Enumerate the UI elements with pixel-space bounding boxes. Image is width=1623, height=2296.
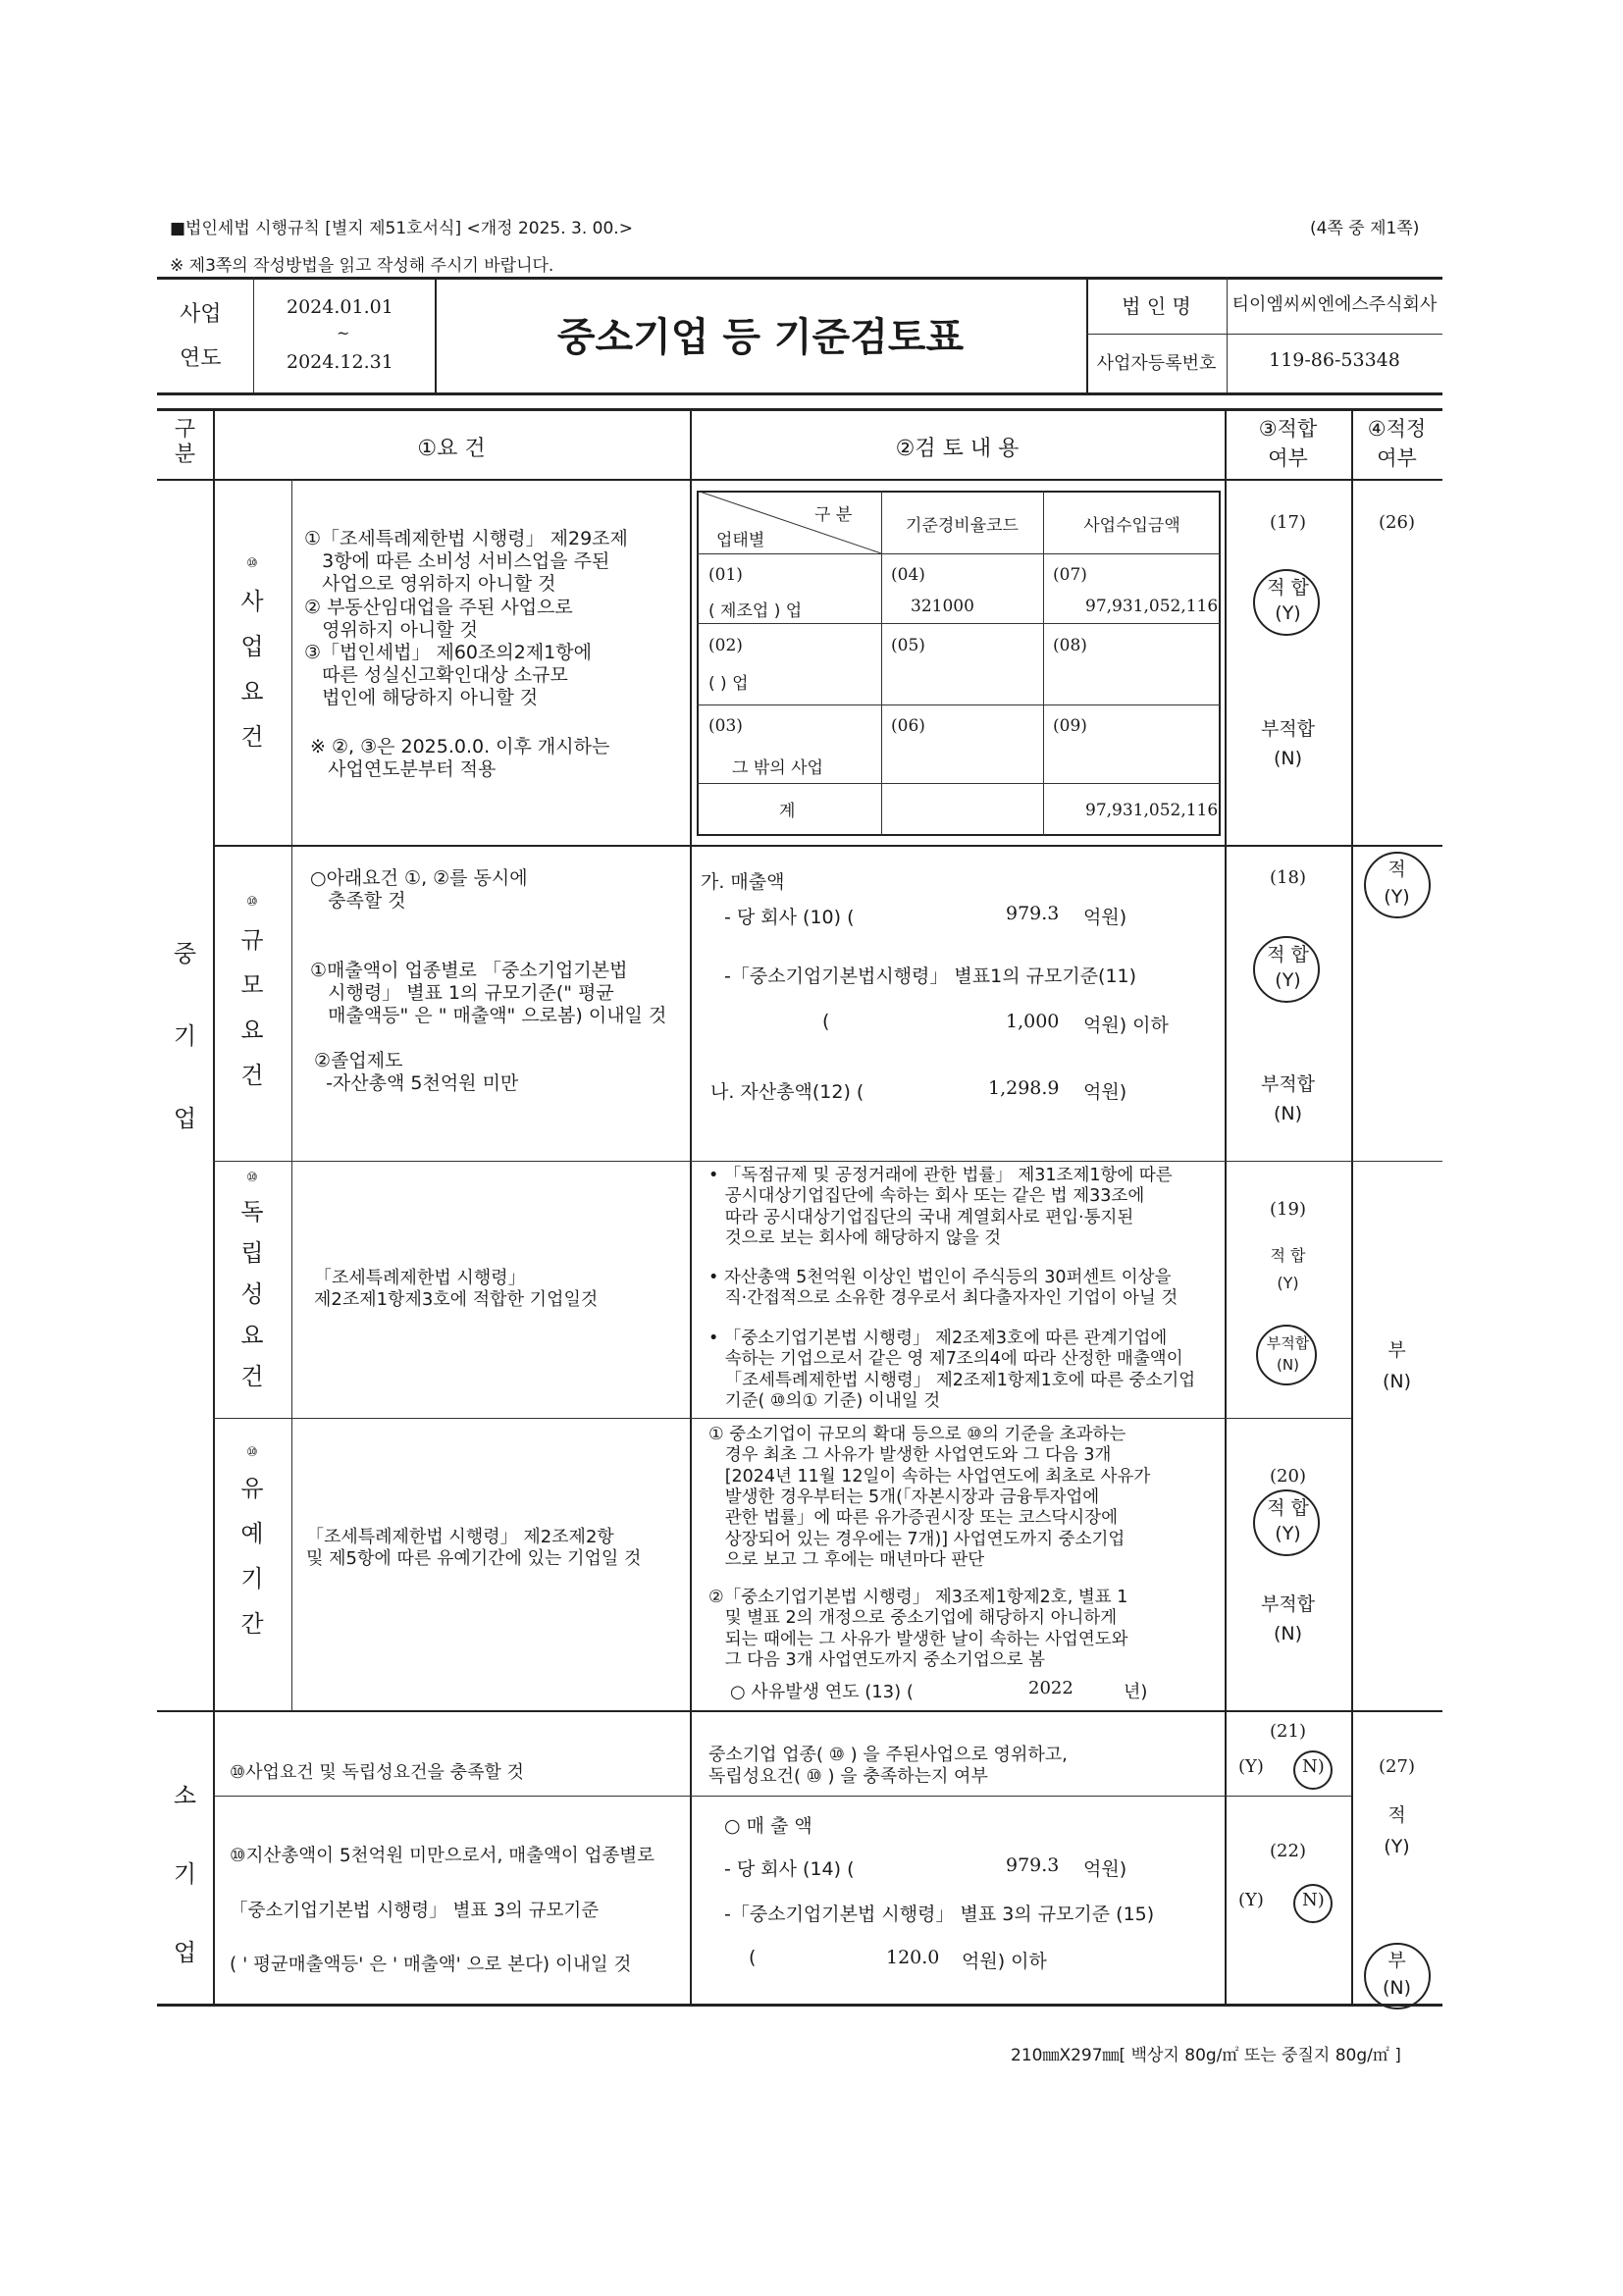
row106-review-a2-open: (	[749, 1947, 757, 1968]
section-sme: 중 기 업	[173, 940, 197, 1132]
row104-review-2: ②「중소기업기본법 시행령」 제3조제1항제2호, 별표 1 및 별표 2의 개정으로 중소기업에 해당하지 아니하게 되는 때에는 그 사유가 발생한 날이 속하는 사업연도와 그 다음 3개 사업연도까지 중소기업으로 봄	[708, 1588, 1128, 1671]
row102-review-a2-unit: 억원) 이하	[1083, 1015, 1169, 1036]
row102-review-a: 가. 매출액	[701, 871, 785, 893]
r1-revenue: 97,931,052,116	[1085, 597, 1219, 616]
row102-fit-no-label: 부적합 (N)	[1260, 1073, 1316, 1124]
row105-adequacy-yes: 적 (Y)	[1384, 1804, 1410, 1857]
section-small-business: 소 기 업	[173, 1782, 197, 1966]
row104-review-3: ○ 사유발생 연도 (13) (	[730, 1682, 914, 1702]
r1-code-no: (04)	[891, 565, 925, 585]
row102-fit-no: (18)	[1270, 867, 1306, 888]
period-tilde: ~	[337, 324, 350, 342]
row102-review-a1-unit: 억원)	[1083, 907, 1127, 928]
row105-fit-y: (Y)	[1238, 1756, 1264, 1777]
row103-adequacy-no: 부 (N)	[1382, 1339, 1412, 1392]
row104-fit-no-label: 부적합 (N)	[1260, 1593, 1316, 1644]
r2-rev-no: (08)	[1053, 636, 1087, 655]
row104-review-3-unit: 년)	[1124, 1682, 1148, 1702]
row101-fit-yes: 적 합 (Y)	[1267, 577, 1309, 624]
row102-review-b-unit: 억원)	[1083, 1081, 1127, 1103]
biz-no-label: 사업자등록번호	[1096, 353, 1217, 374]
r1-rev-no: (07)	[1053, 565, 1087, 585]
corp-name: 티이엠씨씨엔에스주식회사	[1231, 294, 1438, 315]
corp-name-label: 법 인 명	[1122, 294, 1191, 318]
row106-fit-no: (22)	[1270, 1841, 1306, 1861]
row103-label: ⑩ 독 립 성 요 건	[240, 1171, 264, 1390]
row102-review-a2-open: (	[822, 1011, 830, 1032]
row101-fit-no-label: 부적합 (N)	[1260, 718, 1316, 769]
r1-code: 321000	[911, 597, 974, 616]
row106-review-a1-unit: 억원)	[1083, 1858, 1127, 1880]
row106-review-a: ○ 매 출 액	[724, 1815, 812, 1837]
row102-threshold-value: 1,000	[1006, 1011, 1060, 1032]
row102-adequacy-yes: 적 (Y)	[1384, 859, 1410, 908]
row106-review-a2: -「중소기업기본법 시행령」 별표 3의 규모기준 (15)	[724, 1904, 1155, 1925]
row103-fit-no-label: 부적합 (N)	[1266, 1334, 1310, 1374]
page-title: 중소기업 등 기준검토표	[556, 315, 965, 360]
row101-requirement: ①「조세특례제한법 시행령」 제29조제 3항에 따른 소비성 서비스업을 주된 사업으로 영위하지 아니할 것 ② 부동산임대업을 주된 사업으로 영위하지 아니할 것 ③「법인세법」 제60조의2제1항에 따른 성실신고확인대상 소규모 법인에 해당하지 아니할 것	[304, 528, 628, 709]
fiscal-year-label-1: 사업	[180, 302, 222, 327]
row101-label: ⑩ 사 업 요 건	[240, 556, 264, 751]
row105-requirement: ⑩사업요건 및 독립성요건을 충족할 것	[230, 1762, 524, 1783]
row105-review: 중소기업 업종( ⑩ ) 을 주된사업으로 영위하고, 독립성요건( ⑩ ) 을 충족하는지 여부	[708, 1745, 1068, 1787]
row106-requirement: ⑩지산총액이 5천억원 미만으로서, 매출액이 업종별로 「중소기업기본법 시행령」 별표 3의 규모기준 ( ' 평균매출액등' 은 ' 매출액' 으로 본다) 이내일 것	[230, 1846, 655, 1975]
header-category-1: 구	[174, 417, 196, 442]
row103-fit-yes: 적 합 (Y)	[1270, 1246, 1306, 1292]
row102-requirement-3: ②졸업제도 -자산총액 5천억원 미만	[314, 1050, 519, 1095]
row106-fit-n: N)	[1302, 1890, 1325, 1910]
form-reference: ■법인세법 시행규칙 [별지 제51호서식] <개정 2025. 3. 00.>	[170, 219, 633, 238]
row104-year-value: 2022	[1028, 1678, 1073, 1698]
table-header-type: 업태별	[716, 531, 765, 550]
row102-label: ⑩ 규 모 요 건	[240, 895, 264, 1089]
header-fit-1: ③적합	[1258, 417, 1318, 441]
row102-requirement-1: ○아래요건 ①, ②를 동시에 충족할 것	[310, 867, 528, 913]
table-header-revenue: 사업수입금액	[1083, 516, 1180, 536]
header-adequacy-2: 여부	[1377, 446, 1417, 470]
r2-code-no: (05)	[891, 636, 925, 655]
header-requirement: ①요 건	[417, 437, 486, 461]
r3-rev-no: (09)	[1053, 716, 1087, 736]
row102-review-b: 나. 자산총액(12) (	[710, 1081, 864, 1103]
row106-review-a1: - 당 회사 (14) (	[724, 1858, 855, 1880]
row106-revenue-value: 979.3	[1006, 1854, 1060, 1876]
row102-review-a2: -「중소기업기본법시행령」 별표1의 규모기준(11)	[724, 965, 1137, 987]
fiscal-year-label-2: 연도	[180, 346, 222, 371]
period-start: 2024.01.01	[287, 296, 393, 318]
period-end: 2024.12.31	[287, 351, 393, 373]
header-category-2: 분	[174, 443, 196, 467]
row104-requirement: 「조세특례제한법 시행령」 제2조제2항 및 제5항에 따른 유예기간에 있는 기업일 것	[306, 1527, 642, 1569]
row104-label: ⑩ 유 예 기 간	[240, 1445, 264, 1638]
row103-requirement: 「조세특례제한법 시행령」 제2조제1항제3호에 적합한 기업일것	[314, 1268, 599, 1310]
total-label: 계	[779, 802, 796, 821]
row103-bullet-2: • 자산총액 5천억원 이상인 법인이 주식등의 30퍼센트 이상을 직·간접적으로 소유한 경우로서 최다출자자인 기업이 아닐 것	[708, 1268, 1178, 1309]
row105-fit-n: N)	[1302, 1756, 1325, 1777]
row101-fit-no: (17)	[1270, 512, 1306, 533]
row106-threshold-value: 120.0	[886, 1947, 940, 1968]
row101-note: ※ ②, ③은 2025.0.0. 이후 개시하는 사업연도분부터 적용	[310, 736, 610, 781]
paper-spec: 210㎜X297㎜[ 백상지 80g/㎡ 또는 중질지 80g/㎡ ]	[1011, 2046, 1401, 2065]
table-header-code: 기준경비율코드	[906, 516, 1019, 536]
row104-fit-no: (20)	[1270, 1466, 1306, 1487]
r2-no: (02)	[708, 636, 743, 655]
biz-no: 119-86-53348	[1269, 349, 1400, 371]
header-fit-2: 여부	[1268, 446, 1308, 470]
row102-assets-value: 1,298.9	[988, 1077, 1060, 1099]
row104-review-1: ① 중소기업이 규모의 확대 등으로 ⑩의 기준을 초과하는 경우 최초 그 사유가 발생한 사업연도와 그 다음 3개 [2024년 11월 12일이 속하는 사업연도에 최초로 사유가 발생한 경우부터는 5개(「자본시장과 금융투자업에 관한 법률」에 따른 유가증권시장 또는 코스닥시장에 상장되어 있는 경우에는 7개)] 사업연도까지 중소기업 으로 보고 그 후에는 매년마다 판단	[708, 1425, 1151, 1571]
r3-name: 그 밖의 사업	[732, 758, 823, 778]
row105-adequacy-no: (27)	[1379, 1756, 1415, 1777]
table-header-category: 구 분	[814, 505, 853, 525]
instruction-note: ※ 제3쪽의 작성방법을 읽고 작성해 주시기 바랍니다.	[170, 256, 554, 276]
row105-fit-no: (21)	[1270, 1721, 1306, 1742]
row106-adequacy-no: 부 (N)	[1382, 1950, 1412, 1999]
total-revenue: 97,931,052,116	[1085, 801, 1219, 820]
row102-requirement-2: ①매출액이 업종별로 「중소기업기본법 시행령」 별표 1의 규모기준(" 평균 매출액등" 은 " 매출액" 으로봄) 이내일 것	[310, 960, 667, 1027]
row106-fit-y: (Y)	[1238, 1890, 1264, 1910]
header-adequacy-1: ④적정	[1367, 417, 1427, 441]
row103-fit-no: (19)	[1270, 1199, 1306, 1220]
row103-bullet-3: • 「중소기업기본법 시행령」 제2조제3호에 따른 관계기업에 속하는 기업으로서 같은 영 제7조의4에 따라 산정한 매출액이 「조세특례제한법 시행령」 제2조제1항제1호에 따른 중소기업 기준( ⑩의① 기준) 이내일 것	[708, 1329, 1196, 1412]
row102-revenue-value: 979.3	[1006, 903, 1060, 924]
row106-review-a2-unit: 억원) 이하	[962, 1951, 1047, 1972]
r3-code-no: (06)	[891, 716, 925, 736]
header-review: ②검 토 내 용	[895, 437, 1020, 461]
r1-name: ( 제조업 ) 업	[708, 601, 803, 621]
row101-adequacy-no: (26)	[1379, 512, 1415, 533]
row104-fit-yes: 적 합 (Y)	[1267, 1497, 1309, 1544]
page-info: (4쪽 중 제1쪽)	[1310, 219, 1420, 238]
r1-no: (01)	[708, 565, 743, 585]
row102-fit-yes: 적 합 (Y)	[1267, 944, 1309, 991]
row102-review-a1: - 당 회사 (10) (	[724, 907, 855, 928]
row103-bullet-1: • 「독점규제 및 공정거래에 관한 법률」 제31조제1항에 따른 공시대상기업집단에 속하는 회사 또는 같은 법 제33조에 따라 공시대상기업집단의 국내 계열회사로 편입·통지된 것으로 보는 회사에 해당하지 않을 것	[708, 1166, 1173, 1249]
r3-no: (03)	[708, 716, 743, 736]
r2-name: ( ) 업	[708, 674, 749, 694]
